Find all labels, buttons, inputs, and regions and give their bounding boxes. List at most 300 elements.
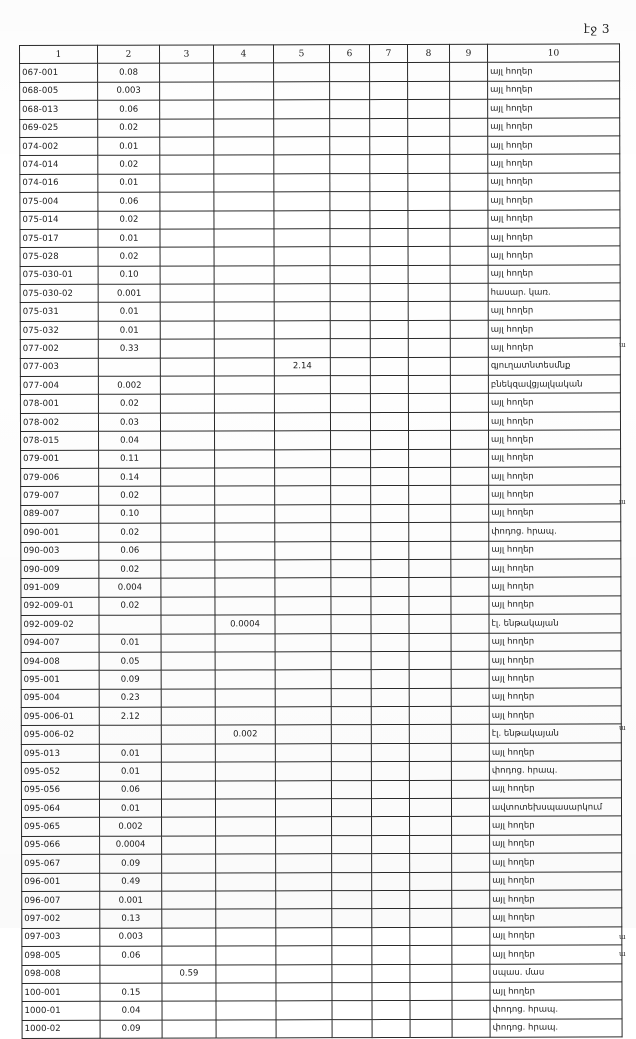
cell-land-use: սպաս. մաս [490, 963, 622, 982]
cell-area-2: 0.02 [99, 523, 161, 542]
cell-land-use: այլ հողեր [489, 559, 621, 578]
cell-cadastral-code: 095-066 [22, 836, 100, 855]
cell-area-3 [162, 1001, 216, 1020]
cell-area-8 [409, 614, 451, 633]
cell-area-5 [276, 909, 332, 928]
cell-area-5 [275, 596, 331, 615]
cell-area-9 [450, 173, 488, 191]
cell-area-9 [450, 136, 488, 154]
cell-area-3 [160, 339, 214, 358]
cell-area-7 [371, 798, 409, 816]
cell-land-use: փոդոց. հրապ. [490, 1019, 622, 1038]
cell-area-8 [410, 964, 452, 983]
cell-area-3 [160, 155, 214, 174]
cell-area-7 [370, 247, 408, 265]
land-registry-table [19, 43, 623, 1039]
cell-area-7 [370, 357, 408, 375]
cell-area-9 [451, 798, 489, 816]
cell-area-9 [451, 725, 489, 743]
cell-area-2: 0.001 [98, 284, 160, 303]
cell-area-3 [161, 505, 215, 524]
cell-area-2: 0.06 [98, 100, 160, 119]
cell-area-3 [160, 284, 214, 303]
cell-area-9 [451, 596, 489, 614]
cell-area-8 [409, 523, 451, 542]
table-row [22, 982, 622, 1002]
cell-area-3 [160, 137, 214, 156]
cell-area-6 [332, 1019, 372, 1037]
cell-land-use: այլ հողեր [489, 632, 621, 651]
cell-land-use: այլ հողեր [488, 246, 620, 265]
cell-area-4 [215, 449, 275, 468]
cell-land-use: այլ հողեր [490, 890, 622, 909]
cell-area-5 [274, 394, 330, 413]
cell-area-4 [215, 762, 275, 781]
table-row [20, 283, 620, 303]
cell-area-6 [331, 578, 371, 596]
cell-area-4 [216, 928, 276, 947]
cell-area-8 [410, 946, 452, 965]
cell-area-4 [215, 468, 275, 487]
cell-area-9 [452, 817, 490, 835]
cell-area-6 [331, 651, 371, 669]
cell-area-4 [214, 229, 274, 248]
cell-area-4 [216, 909, 276, 928]
cell-area-6 [330, 376, 370, 394]
cell-cadastral-code: 095-004 [21, 689, 99, 708]
table-row [21, 596, 621, 616]
table-row [21, 577, 621, 597]
cell-area-6 [331, 615, 371, 633]
cell-area-6 [332, 909, 372, 927]
cell-land-use: այլ հողեր [488, 209, 620, 228]
cell-area-9 [450, 357, 488, 375]
cell-area-9 [450, 191, 488, 209]
cell-land-use: այլ հողեր [488, 338, 620, 357]
cell-area-7 [371, 615, 409, 633]
cell-area-5 [274, 118, 330, 137]
cell-area-4 [215, 689, 275, 708]
table-header-row [20, 44, 620, 64]
cell-area-4 [216, 891, 276, 910]
cell-land-use: այլ հողեր [490, 853, 622, 872]
cell-cadastral-code: 094-007 [21, 634, 99, 653]
cell-area-3 [161, 597, 215, 616]
cell-area-8 [410, 1019, 452, 1038]
cell-area-2: 0.11 [99, 450, 161, 469]
cell-area-9 [451, 449, 489, 467]
cell-area-8 [408, 81, 450, 100]
cell-area-2 [98, 358, 160, 377]
cell-area-6 [331, 486, 371, 504]
cell-area-8 [409, 504, 451, 523]
cell-area-9 [452, 1019, 490, 1037]
cell-area-2 [99, 726, 161, 745]
cell-land-use: էլ. ենթակայան [489, 614, 621, 633]
cell-area-2: 0.06 [99, 542, 161, 561]
column-header-3: 3 [160, 45, 214, 64]
cell-area-5 [275, 504, 331, 523]
table-row [20, 191, 620, 211]
cell-land-use: այլ հողեր [488, 320, 620, 339]
cell-area-3 [160, 211, 214, 230]
table-row [21, 449, 621, 469]
cell-land-use: գյուղատնտեսմնք [488, 357, 620, 376]
cell-area-3 [160, 229, 214, 248]
cell-cadastral-code: 075-014 [20, 211, 98, 230]
cell-area-3 [161, 523, 215, 542]
cell-area-8 [410, 872, 452, 891]
table-row [22, 908, 622, 928]
cell-area-7 [372, 909, 410, 927]
table-row [21, 504, 621, 524]
page-number: էջ 3 [583, 22, 610, 36]
table-row [20, 412, 620, 432]
cell-area-7 [371, 486, 409, 504]
cell-area-6 [331, 523, 371, 541]
cell-area-8 [408, 191, 450, 210]
table-row [20, 99, 620, 119]
cell-area-5 [275, 523, 331, 542]
cell-area-5 [276, 854, 332, 873]
cell-area-4 [216, 964, 276, 983]
cell-area-3 [160, 100, 214, 119]
cell-area-4: 0.002 [215, 725, 275, 744]
cell-area-7 [372, 835, 410, 853]
cell-area-9 [452, 964, 490, 982]
cell-area-5 [274, 192, 330, 211]
cell-area-5 [274, 265, 330, 284]
cell-land-use: այլ հողեր [489, 430, 621, 449]
cell-area-6 [330, 155, 370, 173]
cell-area-6 [330, 81, 370, 99]
cell-area-2: 0.23 [99, 689, 161, 708]
cell-cadastral-code: 077-003 [20, 358, 98, 377]
cell-area-4 [216, 854, 276, 873]
table-row [22, 816, 622, 836]
cell-area-4 [214, 247, 274, 266]
cell-area-7 [371, 670, 409, 688]
cell-area-7 [371, 504, 409, 522]
cell-area-4 [215, 486, 275, 505]
cell-area-6 [331, 670, 371, 688]
column-header-1: 1 [20, 45, 98, 64]
cell-area-7 [371, 762, 409, 780]
cell-area-2: 0.49 [100, 873, 162, 892]
cell-area-5 [276, 817, 332, 836]
cell-cadastral-code: 095-064 [21, 799, 99, 818]
column-header-8: 8 [407, 44, 449, 63]
cell-cadastral-code: 075-030-01 [20, 266, 98, 285]
cell-area-9 [451, 670, 489, 688]
cell-land-use: այլ հողեր [488, 191, 620, 210]
cell-area-8 [410, 909, 452, 928]
cell-area-8 [408, 357, 450, 376]
cell-area-9 [452, 835, 490, 853]
cell-land-use: բնեկզավցյալկական [488, 375, 620, 394]
cell-area-9 [451, 780, 489, 798]
cell-area-4 [216, 946, 276, 965]
cell-cadastral-code: 075-017 [20, 229, 98, 248]
cell-area-9 [451, 762, 489, 780]
cell-area-8 [409, 449, 451, 468]
cell-area-5 [275, 615, 331, 634]
cell-land-use: այլ հողեր [489, 596, 621, 615]
cell-cadastral-code: 091-009 [21, 579, 99, 598]
cell-cadastral-code: 095-065 [22, 818, 100, 837]
cell-land-use: հասար. կառ. [488, 283, 620, 302]
cell-area-3 [161, 486, 215, 505]
cell-area-4 [214, 63, 274, 82]
margin-note: ա [619, 341, 626, 350]
cell-area-2: 0.02 [99, 597, 161, 616]
cell-area-2: 0.01 [98, 174, 160, 193]
cell-area-4 [214, 357, 274, 376]
cell-area-5 [276, 835, 332, 854]
cell-cadastral-code: 078-001 [20, 395, 98, 414]
cell-area-4 [214, 284, 274, 303]
column-header-2: 2 [98, 45, 160, 64]
cell-land-use: այլ հողեր [489, 449, 621, 468]
cell-area-9 [450, 228, 488, 246]
cell-area-3 [162, 946, 216, 965]
cell-area-5 [274, 155, 330, 174]
table-row [22, 963, 622, 983]
cell-area-9 [452, 872, 490, 890]
table-row [20, 209, 620, 229]
cell-land-use: այլ հողեր [490, 908, 622, 927]
table-row [22, 853, 622, 873]
cell-area-8 [409, 596, 451, 615]
cell-area-5 [275, 578, 331, 597]
cell-area-6 [330, 320, 370, 338]
cell-area-3 [160, 266, 214, 285]
cell-area-8 [409, 688, 451, 707]
cell-area-6 [331, 799, 371, 817]
cell-area-4 [216, 836, 276, 855]
cell-area-6 [330, 118, 370, 136]
cell-area-6 [332, 983, 372, 1001]
cell-area-7 [370, 284, 408, 302]
cell-area-2: 0.08 [98, 64, 160, 83]
cell-area-5 [274, 247, 330, 266]
cell-area-2: 0.14 [99, 468, 161, 487]
cell-area-8 [410, 890, 452, 909]
cell-area-9 [450, 375, 488, 393]
table-row [21, 706, 621, 726]
cell-land-use: փոդոց. հրապ. [490, 1000, 622, 1019]
cell-area-3: 0.59 [162, 965, 216, 984]
cell-area-9 [452, 853, 490, 871]
cell-area-7 [370, 192, 408, 210]
cell-area-2: 0.06 [99, 781, 161, 800]
cell-land-use: այլ հողեր [488, 99, 620, 118]
cell-area-2: 0.05 [99, 652, 161, 671]
cell-land-use: այլ հողեր [490, 835, 622, 854]
cell-area-8 [408, 228, 450, 247]
cell-area-2: 0.01 [98, 303, 160, 322]
cell-area-7 [371, 467, 409, 485]
cell-area-5 [275, 762, 331, 781]
table-row [20, 117, 620, 137]
cell-cadastral-code: 077-002 [20, 340, 98, 359]
cell-area-3 [161, 560, 215, 579]
cell-area-8 [410, 1001, 452, 1020]
cell-area-8 [408, 375, 450, 394]
cell-area-7 [370, 155, 408, 173]
cell-area-3 [161, 578, 215, 597]
cell-area-2: 0.001 [100, 891, 162, 910]
cell-area-5 [274, 173, 330, 192]
cell-area-4 [214, 118, 274, 137]
cell-area-5 [274, 412, 330, 431]
cell-area-4 [215, 670, 275, 689]
cell-area-2: 0.01 [99, 762, 161, 781]
cell-area-9 [450, 412, 488, 430]
cell-area-4 [215, 560, 275, 579]
cell-cadastral-code: 100-001 [22, 983, 100, 1002]
cell-cadastral-code: 092-009-01 [21, 597, 99, 616]
margin-note: ա [619, 498, 626, 506]
cell-area-3 [161, 670, 215, 689]
cell-land-use: այլ հողեր [489, 651, 621, 670]
table-row [20, 393, 620, 413]
table-row [21, 614, 621, 634]
cell-area-9 [452, 1001, 490, 1019]
cell-land-use: այլ հողեր [488, 173, 620, 192]
cell-area-5 [275, 560, 331, 579]
cell-area-2: 0.09 [100, 1020, 162, 1039]
cell-area-9 [451, 559, 489, 577]
cell-area-3 [161, 633, 215, 652]
table-row [21, 467, 621, 487]
cell-area-3 [161, 431, 215, 450]
cell-area-8 [409, 651, 451, 670]
cell-land-use: այլ հողեր [488, 412, 620, 431]
table-row [21, 430, 621, 450]
cell-area-7 [371, 578, 409, 596]
cell-area-7 [372, 927, 410, 945]
cell-area-2: 2.12 [99, 707, 161, 726]
cell-area-6 [330, 228, 370, 246]
cell-area-8 [408, 265, 450, 284]
cell-area-9 [451, 706, 489, 724]
cell-area-6 [330, 173, 370, 191]
cell-area-4 [215, 597, 275, 616]
table-row [22, 1019, 622, 1039]
cell-area-4 [216, 872, 276, 891]
cell-cadastral-code: 094-008 [21, 652, 99, 671]
cell-area-8 [408, 247, 450, 266]
cell-area-2: 0.002 [98, 376, 160, 395]
table-row [20, 136, 620, 156]
cell-cadastral-code: 068-013 [20, 100, 98, 119]
cell-area-2: 0.01 [98, 137, 160, 156]
cell-area-4 [215, 523, 275, 542]
cell-area-4 [214, 394, 274, 413]
cell-area-7 [371, 541, 409, 559]
cell-area-2: 0.09 [100, 854, 162, 873]
cell-area-2: 0.02 [98, 155, 160, 174]
cell-area-6 [331, 560, 371, 578]
cell-cadastral-code: 068-005 [20, 82, 98, 101]
cell-area-8 [408, 118, 450, 137]
cell-area-5 [274, 302, 330, 321]
cell-area-6 [332, 817, 372, 835]
cell-area-8 [408, 283, 450, 302]
cell-area-2: 0.003 [100, 928, 162, 947]
cell-area-5 [275, 486, 331, 505]
cell-land-use: այլ հողեր [490, 872, 622, 891]
cell-land-use: այլ հողեր [488, 154, 620, 173]
cell-cadastral-code: 089-007 [21, 505, 99, 524]
table-row [21, 780, 621, 800]
cell-area-3 [160, 174, 214, 193]
cell-area-2: 0.06 [100, 946, 162, 965]
cell-area-9 [450, 63, 488, 81]
cell-area-3 [162, 836, 216, 855]
cell-area-2: 0.09 [99, 670, 161, 689]
cell-cadastral-code: 095-013 [21, 744, 99, 763]
cell-area-6 [330, 339, 370, 357]
cell-area-2: 0.02 [98, 247, 160, 266]
table-row [21, 761, 621, 781]
cell-area-9 [450, 320, 488, 338]
cell-area-6 [331, 596, 371, 614]
cell-land-use: փոդոց. հրապ. [489, 522, 621, 541]
cell-area-3 [160, 394, 214, 413]
cell-cadastral-code: 097-002 [22, 910, 100, 929]
cell-area-6 [331, 780, 371, 798]
cell-area-5 [275, 725, 331, 744]
cell-area-5 [276, 983, 332, 1002]
cell-area-4 [215, 707, 275, 726]
cell-area-6 [331, 707, 371, 725]
cell-area-2: 0.01 [99, 744, 161, 763]
cell-area-8 [410, 854, 452, 873]
cell-area-7 [372, 1019, 410, 1037]
cell-area-7 [371, 651, 409, 669]
cell-area-4: 0.0004 [215, 615, 275, 634]
cell-area-4 [215, 780, 275, 799]
cell-area-4 [214, 192, 274, 211]
cell-area-7 [371, 688, 409, 706]
cell-area-6 [331, 541, 371, 559]
cell-cadastral-code: 074-002 [20, 137, 98, 156]
cell-area-8 [408, 173, 450, 192]
cell-land-use: այլ հողեր [490, 816, 622, 835]
cell-area-2: 0.10 [99, 505, 161, 524]
cell-area-8 [409, 431, 451, 450]
cell-cadastral-code: 090-003 [21, 542, 99, 561]
cell-area-8 [410, 927, 452, 946]
cell-cadastral-code: 078-002 [20, 413, 98, 432]
cell-cadastral-code: 077-004 [20, 376, 98, 395]
cell-area-3 [161, 615, 215, 634]
cell-area-2: 0.03 [98, 413, 160, 432]
cell-area-6 [330, 265, 370, 283]
column-header-10: 10 [487, 44, 619, 63]
cell-cadastral-code: 079-001 [21, 450, 99, 469]
cell-area-6 [332, 946, 372, 964]
cell-area-4 [215, 578, 275, 597]
cell-area-7 [371, 707, 409, 725]
cell-area-6 [330, 394, 370, 412]
cell-cadastral-code: 098-005 [22, 946, 100, 965]
cell-area-7 [370, 63, 408, 81]
cell-area-9 [450, 99, 488, 117]
table-row [20, 246, 620, 266]
